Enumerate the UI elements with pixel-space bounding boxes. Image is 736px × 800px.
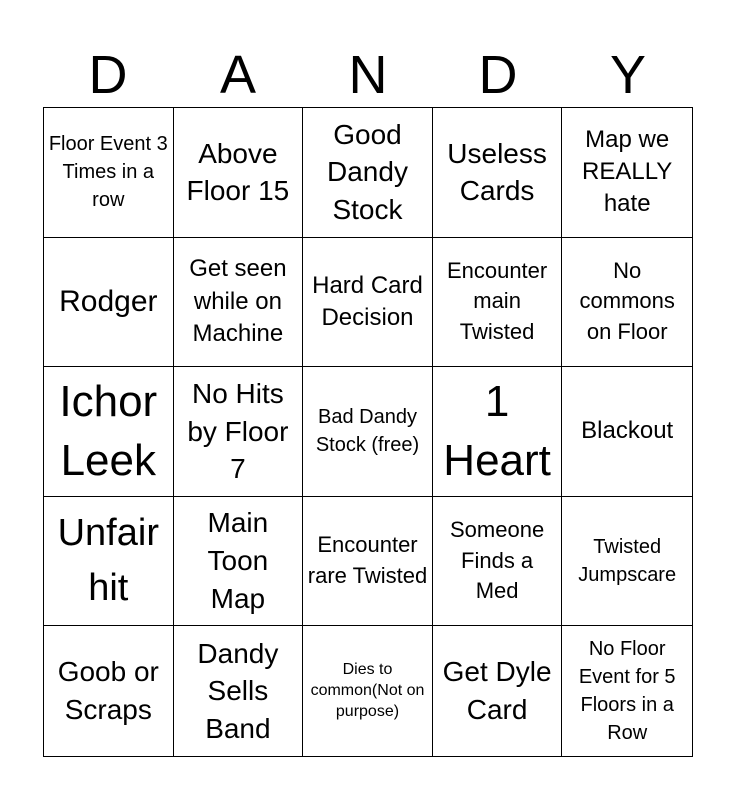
header-letter-y: Y (609, 45, 647, 105)
bingo-cell-r5c1[interactable]: Goob or Scraps (44, 626, 174, 756)
bingo-cell-r2c3[interactable]: Hard Card Decision (303, 238, 433, 368)
bingo-board (43, 107, 693, 757)
bingo-cell-r2c4[interactable]: Encounter main Twisted (433, 238, 563, 368)
header-letter-d1: D (88, 45, 128, 105)
bingo-cell-r1c2[interactable]: Above Floor 15 (174, 108, 304, 238)
bingo-cell-r3c1[interactable]: Ichor Leek (44, 367, 174, 497)
bingo-header (43, 42, 693, 108)
bingo-cell-r5c4[interactable]: Get Dyle Card (433, 626, 563, 756)
bingo-cell-r5c5[interactable]: No Floor Event for 5 Floors in a Row (578, 638, 676, 745)
bingo-cell-r4c2[interactable]: Main Toon Map (174, 497, 304, 627)
bingo-cell-r3c4[interactable]: 1 Heart (433, 367, 563, 497)
bingo-cell-r4c1[interactable]: Unfair hit (44, 497, 174, 627)
bingo-cell-r3c5[interactable]: Blackout (562, 367, 692, 497)
bingo-cell-r1c3[interactable]: Good Dandy Stock (303, 108, 433, 238)
bingo-cell-r4c5[interactable]: Twisted Jumpscare (562, 497, 692, 627)
bingo-cell-r1c4[interactable]: Useless Cards (433, 108, 563, 238)
bingo-cell-r2c5[interactable]: No commons on Floor (562, 238, 692, 368)
bingo-cell-r5c3[interactable]: Dies to common(Not on purpose) (303, 626, 433, 756)
header-letter-d2: D (478, 45, 518, 105)
bingo-cell-r5c2[interactable]: Dandy Sells Band (174, 626, 304, 756)
bingo-cell-r1c1[interactable]: Floor Event 3 Times in a row (44, 108, 174, 238)
header-letter-a: A (219, 45, 257, 105)
bingo-cell-r4c3[interactable]: Encounter rare Twisted (303, 497, 433, 627)
bingo-cell-r4c4[interactable]: Someone Finds a Med (433, 497, 563, 627)
bingo-cell-r3c3[interactable]: Bad Dandy Stock (free) (303, 367, 433, 497)
bingo-cell-r2c1[interactable]: Rodger (44, 238, 174, 368)
bingo-cell-r1c5[interactable]: Map we REALLY hate (562, 108, 692, 238)
bingo-cell-r2c2[interactable]: Get seen while on Machine (174, 238, 304, 368)
header-letter-n: N (348, 45, 388, 105)
bingo-cell-r3c2[interactable]: No Hits by Floor 7 (174, 367, 304, 497)
